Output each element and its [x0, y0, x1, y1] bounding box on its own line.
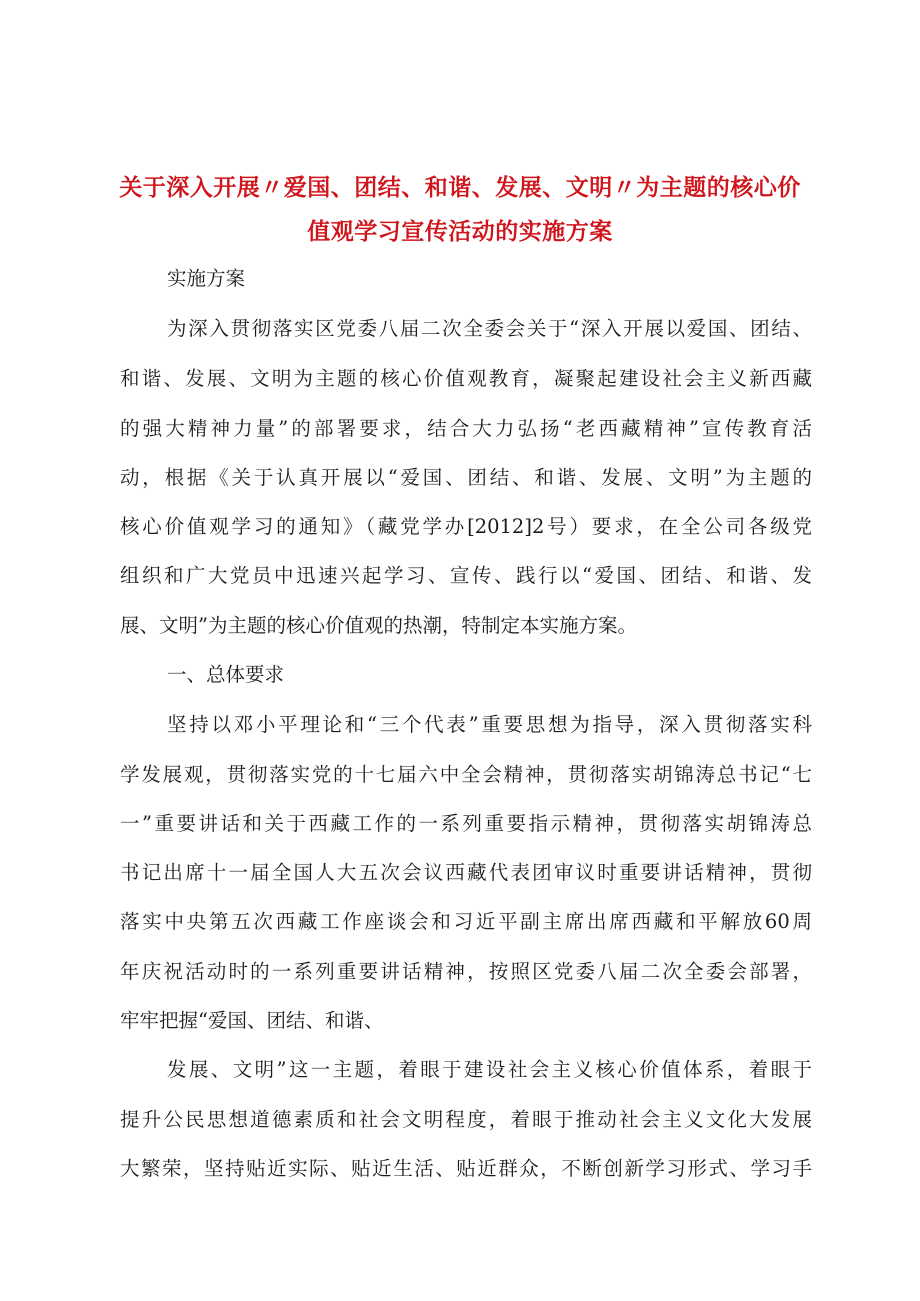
- paragraph-line: 组织和广大党员中迅速兴起学习、宣传、践行以“爱国、团结、和谐、发: [120, 564, 812, 587]
- paragraph-line: 学发展观，贯彻落实党的十七届六中全会精神，贯彻落实胡锦涛总书记“七: [120, 763, 812, 786]
- paragraph-line: 年庆祝活动时的一系列重要讲话精神，按照区党委八届二次全委会部署，: [120, 960, 812, 983]
- paragraph-line: 动，根据《关于认真开展以“爱国、团结、和谐、发展、文明”为主题的: [120, 466, 812, 489]
- paragraph-line: 发展、文明”这一主题，着眼于建设社会主义核心价值体系，着眼于: [167, 1058, 812, 1081]
- document-title-line-1: 关于深入开展〃爱国、团结、和谐、发展、文明〃为主题的核心价: [119, 175, 801, 201]
- section-heading-general-requirements: 一、总体要求: [167, 663, 285, 686]
- section-heading-implementation: 实施方案: [167, 267, 246, 290]
- paragraph-line: 和谐、发展、文明为主题的核心价值观教育，凝聚起建设社会主义新西藏: [120, 367, 812, 390]
- paragraph-line: 提升公民思想道德素质和社会文明程度，着眼于推动社会主义文化大发展: [120, 1108, 812, 1131]
- paragraph-line: 的强大精神力量”的部署要求，结合大力弘扬“老西藏精神”宣传教育活: [120, 417, 812, 440]
- paragraph-line: 大繁荣，坚持贴近实际、贴近生活、贴近群众，不断创新学习形式、学习手: [120, 1157, 812, 1180]
- paragraph-line: 为深入贯彻落实区党委八届二次全委会关于“深入开展以爱国、团结、: [167, 317, 812, 340]
- paragraph-line: 牢牢把握“爱国、团结、和谐、: [120, 1009, 384, 1032]
- document-title-line-2: 值观学习宣传活动的实施方案: [307, 219, 613, 245]
- paragraph-line: 落实中央第五次西藏工作座谈会和习近平副主席出席西藏和平解放60周: [120, 910, 812, 933]
- paragraph-line: 坚持以邓小平理论和“三个代表”重要思想为指导，深入贯彻落实科: [167, 713, 812, 736]
- paragraph-line: 展、文明”为主题的核心价值观的热潮，特制定本实施方案。: [120, 614, 637, 637]
- paragraph-line: 书记出席十一届全国人大五次会议西藏代表团审议时重要讲话精神，贯彻: [120, 861, 812, 884]
- paragraph-line: 一”重要讲话和关于西藏工作的一系列重要指示精神，贯彻落实胡锦涛总: [120, 812, 812, 835]
- paragraph-line: 核心价值观学习的通知》（藏党学办[2012]2号）要求，在全公司各级党: [120, 515, 812, 538]
